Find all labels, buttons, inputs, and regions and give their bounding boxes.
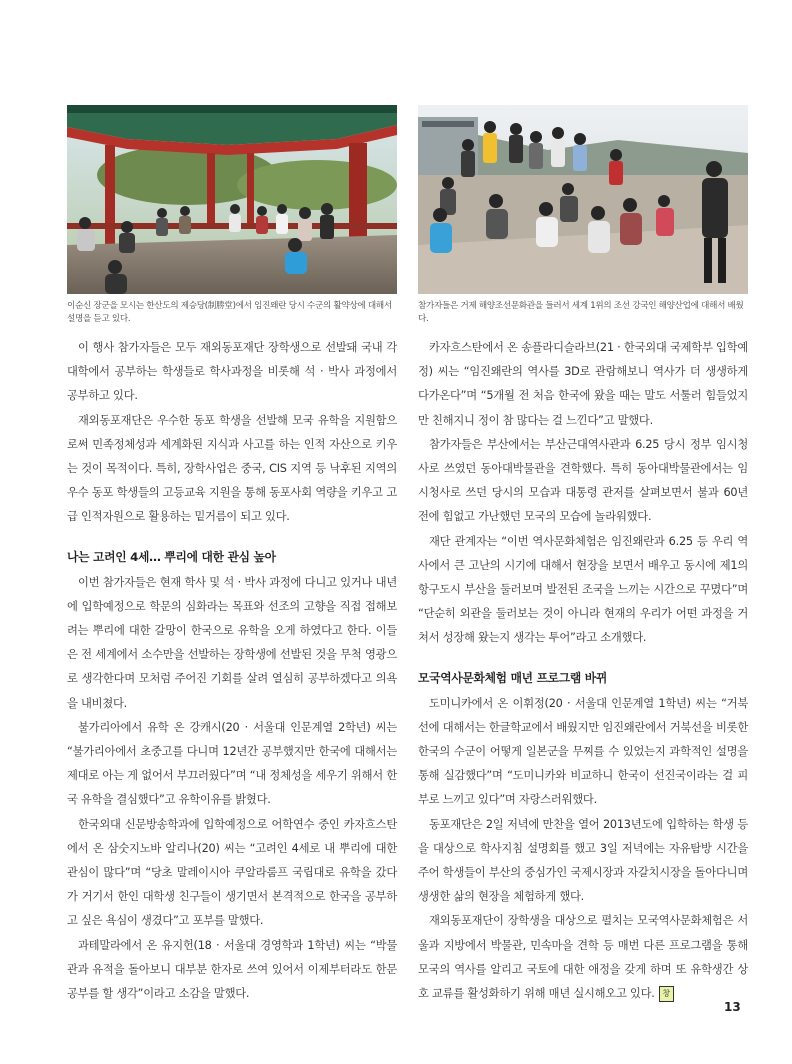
pavilion-photo-illustration xyxy=(67,105,397,294)
paragraph: 불가리아에서 유학 온 강캐시(20 · 서울대 인문계열 2학년) 씨는 “불가리아에서 초중고를 다니며 12년간 공부했지만 한국에 대해서는 제대로 아는 게 없어서 부끄러웠다”며 “내 정체성을 세우기 위해서 한국 유학을 결심했다”고 유학이유를 밝혔다. xyxy=(67,720,397,807)
shipbuilding-photo-caption: 참가자들은 거제 해양조선문화관을 들러서 세계 1위의 조선 강국인 해양산업에 대해서 배웠다. xyxy=(418,301,744,324)
paragraph: 이 행사 참가자들은 모두 재외동포재단 장학생으로 선발돼 국내 각 대학에서 공부하는 학생들로 학사과정을 비롯해 석 · 박사 과정에서 공부하고 있다. xyxy=(67,341,397,403)
paragraph: 동포재단은 2일 저녁에 만찬을 열어 2013년도에 입학하는 학생 등을 대상으로 학사지침 설명회를 했고 3일 저녁에는 자유탐방 시간을 주어 학생들이 부산의 중심가인 국제시장과 자갈치시장을 돌아다니며 생생한 삶의 현장을 체험하게 했다. xyxy=(418,817,748,904)
section-heading-heritage-program: 모국역사문화체험 매년 프로그램 바뀌 xyxy=(418,670,607,685)
group-photo-illustration xyxy=(418,105,748,294)
paragraph: 재단 관계자는 “이번 역사문화체험은 임진왜란과 6.25 등 우리 역사에서 큰 고난의 시기에 대해서 현장을 보면서 배우고 동시에 제1의 항구도시 부산을 둘러보며 발전된 조국을 느끼는 시간으로 꾸몄다”며 “단순히 외관을 둘러보는 것이 아니라 현재의 우리가 어떤 과정을 거쳐서 성장해 왔는지 생각는 투어”라고 소개했다. xyxy=(418,534,748,645)
paragraph: 이번 참가자들은 현재 학사 및 석 · 박사 과정에 다니고 있거나 내년에 입학예정으로 학문의 심화라는 목표와 선조의 고향을 직접 접해보려는 뿌리에 대한 갈망이 한국으로 유학을 오게 하였다고 한다. 이들은 전 세계에서 소수만을 선발하는 장학생에 선발된 것을 무척 영광으로 생각한다며 모처럼 주어진 기회를 살려 열심히 공부하겠다고 의욕을 내비쳤다. xyxy=(67,575,397,710)
shipbuilding-museum-photo xyxy=(418,105,748,294)
pavilion-photo-caption: 이순신 장군을 모시는 한산도의 제승당(制勝堂)에서 임진왜란 당시 수군의 활약상에 대해서 설명을 듣고 있다. xyxy=(67,301,392,324)
right-article-body xyxy=(418,336,748,1006)
paragraph xyxy=(418,909,748,1006)
page-number: 13 xyxy=(724,1000,741,1014)
paragraph: 도미니카에서 온 이휘정(20 · 서울대 인문계열 1학년) 씨는 “거북선에 대해서는 한글학교에서 배웠지만 임진왜란에서 거북선을 비롯한 한국의 수군이 어떻게 일본군을 무찌를 수 있었는지 과학적인 설명을 통해 실감했다”며 “도미니카와 비교하니 한국이 선진국이라는 걸 피부로 느끼고 있다”며 자랑스러워했다. xyxy=(418,696,748,807)
left-article-body xyxy=(67,336,397,1006)
paragraph-text: 재외동포재단이 장학생을 대상으로 펼치는 모국역사문화체험은 서울과 지방에서 박물관, 민속마을 견학 등 매번 다른 프로그램을 통해 모국의 역사를 알리고 국토에 대한 애정을 갖게 하며 또 유학생간 상호 교류를 활성화하기 위해 매년 실시해오고 있다. xyxy=(418,914,748,1001)
right-column xyxy=(418,105,748,1006)
paragraph: 참가자들은 부산에서는 부산근대역사관과 6.25 당시 정부 임시청사로 쓰였던 동아대박물관을 견학했다. 특히 동아대박물관에서는 임시청사로 쓰던 당시의 모습과 대통령 관저를 살펴보면서 불과 60년 전에 힘없고 가난했던 모국의 모습에 놀라워했다. xyxy=(418,437,748,524)
left-column xyxy=(67,105,397,1006)
article-end-mark-icon: 창 xyxy=(659,986,674,1002)
paragraph: 카자흐스탄에서 온 송플라디슬라브(21 · 한국외대 국제학부 입학예정) 씨는 “임진왜란의 역사를 3D로 관람해보니 역사가 더 생생하게 다가온다”며 “5개월 전 처음 한국에 왔을 때는 말도 서툴러 힘들었지만 친해지니 정이 참 많다는 걸 느낀다”고 말했다. xyxy=(418,341,748,427)
section-heading-goryeoin: 나는 고려인 4세… 뿌리에 대한 관심 높아 xyxy=(67,549,276,564)
paragraph: 재외동포재단은 우수한 동포 학생을 선발해 모국 유학을 지원함으로써 민족정체성과 세계화된 지식과 사고를 하는 인적 자산으로 키우는 것이 목적이다. 특히, 장학사업은 중국, CIS 지역 등 낙후된 지역의 우수 동포 학생들의 고등교육 지원을 통해 동포사회 역량을 키우고 고급 인적자원으로 활용하는 밑거름이 되고 있다. xyxy=(67,413,397,524)
pavilion-photo xyxy=(67,105,397,294)
paragraph: 한국외대 신문방송학과에 입학예정으로 어학연수 중인 카자흐스탄에서 온 삼숫지노바 알리나(20) 씨는 “고려인 4세로 내 뿌리에 대한 관심이 많다”며 “당초 말레이시아 쿠알라룸프 국립대로 유학을 갔다가 거기서 한인 대학생 친구들이 생기면서 본격적으로 한국을 공부하고 싶은 욕심이 생겼다”고 포부를 말했다. xyxy=(67,817,397,928)
paragraph: 과테말라에서 온 유지헌(18 · 서울대 경영학과 1학년) 씨는 “박물관과 유적을 돌아보니 대부분 한자로 쓰여 있어서 이제부터라도 한문 공부를 할 생각”이라고 소감을 말했다. xyxy=(67,938,397,1001)
